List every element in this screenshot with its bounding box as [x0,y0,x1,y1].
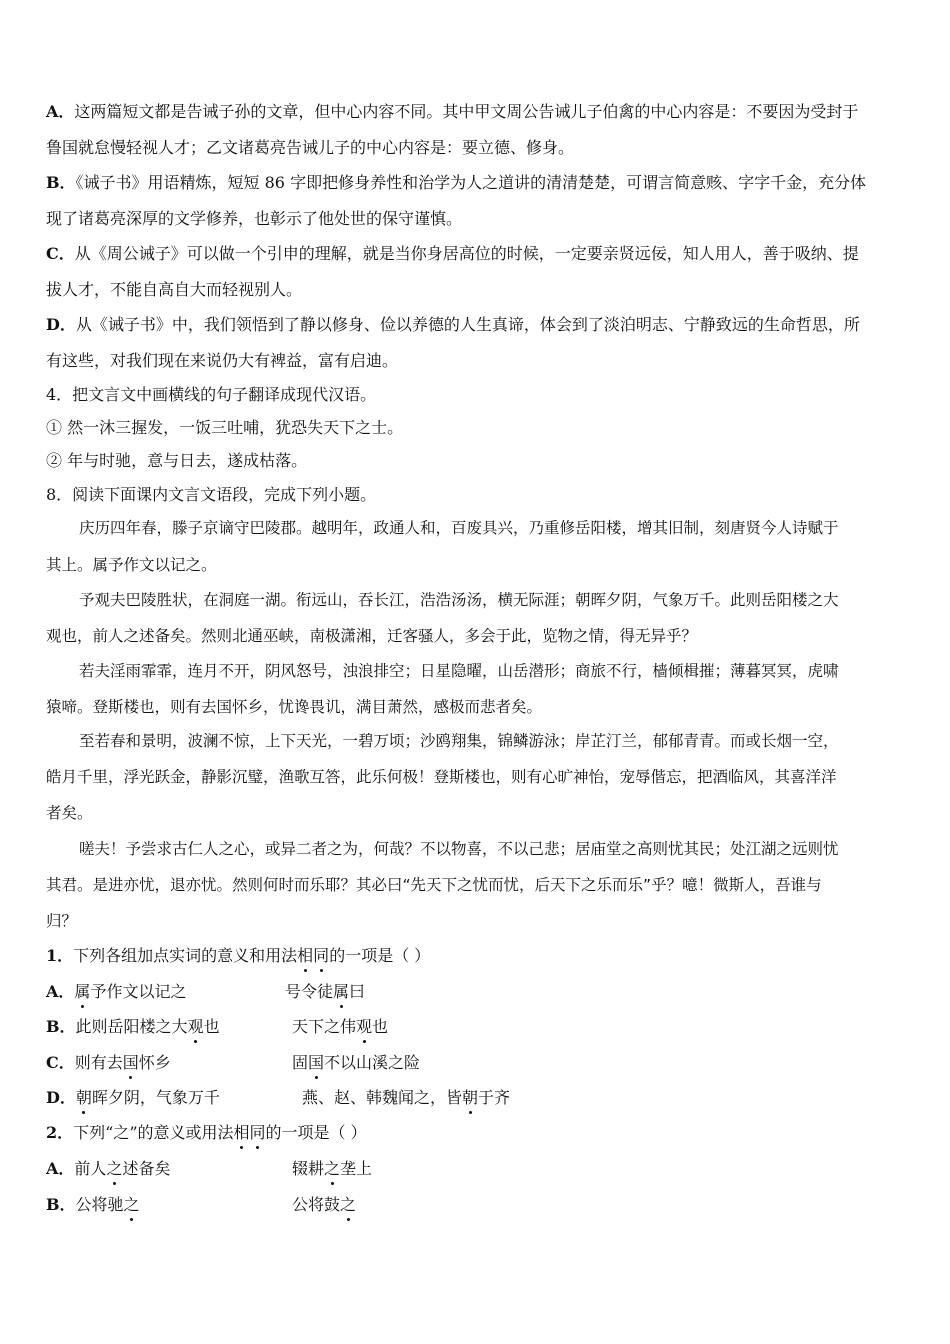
option-label: A． [46,1159,75,1178]
option-label: D． [46,315,76,334]
subquestion-1-option-c [46,1052,906,1074]
option-label: A． [46,102,75,121]
option-label: C． [46,1053,75,1072]
stem-text: 下列“之”的意义或用法 [73,1123,234,1142]
passage-p5-line1: 嗟夫！予尝求古仁人之心，或异二者之为，何哉？不以物喜，不以己悲；居庙堂之高则忧其民；处江湖之远则忧 [79,840,839,858]
option-label: B． [46,173,76,192]
option-right-text: 不以山溪之险 [324,1053,421,1072]
dotted-char: 之 [340,1195,357,1214]
option-right-text: 固 [292,1053,309,1072]
stem-text: 的一项是（ ） [329,946,431,965]
option-right-text: 辍耕 [292,1159,325,1178]
option-d-line2: 有这些，对我们现在来说仍大有裨益，富有启迪。 [46,351,399,370]
dotted-char: 朝 [75,1088,92,1107]
passage-p1-line1: 庆历四年春，滕子京谪守巴陵郡。越明年，政通人和，百废具兴，乃重修岳阳楼，增其旧制，刻唐贤今人诗赋于 [79,519,839,537]
option-label: C． [46,244,75,263]
option-right [285,981,365,1003]
subquestion-2-stem [46,1122,906,1144]
option-b-line1 [46,172,906,194]
option-left-text: 此则岳阳楼之大 [75,1017,188,1036]
question-4-item-1: ① 然一沐三握发，一饭三吐哺，犹恐失天下之士。 [46,418,404,437]
option-b-line2: 现了诸葛亮深厚的文学修养，也彰示了他处世的保守谨慎。 [46,209,463,228]
dotted-char: 朝 [462,1088,479,1107]
option-text: 从《周公诫子》可以做一个引申的理解，就是当你身居高位的时候，一定要亲贤远佞，知人用人，善于吸纳、提 [74,244,859,263]
option-right-text: 曰 [349,982,366,1001]
subquestion-number: 2． [46,1123,74,1142]
subquestion-1-option-d [46,1087,906,1109]
dotted-char: 之 [324,1159,341,1178]
dotted-char: 国 [122,1053,139,1072]
passage-p4-line3: 者矣。 [46,804,93,822]
passage-p5-line3: 归？ [46,912,78,930]
option-right-text: 于齐 [478,1088,511,1107]
dotted-char: 观 [187,1017,204,1036]
passage-p2-line2: 观也，前人之述备矣。然则北通巫峡，南极潇湘，迁客骚人，多会于此，览物之情，得无异乎？ [46,627,698,645]
option-left-text: 则有去 [74,1053,123,1072]
option-right [292,1194,356,1216]
dotted-char: 之 [123,1195,140,1214]
passage-p4-line1: 至若春和景明，波澜不惊，上下天光，一碧万顷；沙鸥翔集，锦鳞游泳；岸芷汀兰，郁郁青青。而或长烟一空， [79,732,839,750]
option-d-line1 [46,314,906,336]
dotted-char: 同 [249,1123,266,1142]
subquestion-1-stem [46,945,906,967]
option-c-line2: 拔人才，不能自高自大而轻视别人。 [46,280,303,299]
dotted-char: 观 [356,1017,373,1036]
subquestion-2-option-b [46,1194,906,1216]
option-right [292,1052,420,1074]
option-label: B． [46,1195,76,1214]
option-left-text: 前人 [74,1159,107,1178]
passage-p3-line1: 若夫淫雨霏霏，连月不开，阴风怒号，浊浪排空；日星隐曜，山岳潜形；商旅不行，樯倾楫摧；薄暮冥冥，虎啸 [79,662,839,680]
option-right-text: 燕、赵、韩魏闻之，皆 [302,1088,463,1107]
option-text: 《诫子书》用语精炼，短短 86 字即把修身养性和治学为人之道讲的清清楚楚，可谓言简意赅、字字千金，充分体 [75,173,867,192]
passage-p4-line2: 皓月千里，浮光跃金，静影沉璧，渔歌互答，此乐何极！登斯楼也，则有心旷神怡，宠辱偕忘，把酒临风，其喜洋洋 [46,768,837,786]
passage-p1-line2: 其上。属予作文以记之。 [46,556,217,574]
option-right [292,1158,372,1180]
option-left-text: 也 [203,1017,220,1036]
passage-p3-line2: 猿啼。登斯楼也，则有去国怀乡，忧谗畏讥，满目萧然，感极而悲者矣。 [46,698,543,716]
option-right-text: 垄上 [340,1159,373,1178]
stem-text: 下列各组加点实词的意义和用法 [73,946,298,965]
option-text: 这两篇短文都是告诫子孙的文章，但中心内容不同。其中甲文周公告诫儿子伯禽的中心内容是：不要因为受封于 [74,102,859,121]
option-right [302,1087,510,1109]
subquestion-1-option-b [46,1016,906,1038]
option-left-text: 怀乡 [138,1053,171,1072]
option-left-text: 晖夕阴，气象万千 [91,1088,220,1107]
option-text: 从《诫子书》中，我们领悟到了静以修身、俭以养德的人生真谛，体会到了淡泊明志、宁静致远的生命哲思，所 [75,315,860,334]
option-right-text: 也 [372,1017,389,1036]
option-right-text: 公将鼓 [292,1195,341,1214]
stem-text: 的一项是（ ） [265,1123,367,1142]
option-a-line1 [46,101,906,123]
subquestion-1-option-a [46,981,906,1003]
passage-p5-line2: 其君。是进亦忧，退亦忧。然则何时而乐耶？其必曰“先天下之忧而忧，后天下之乐而乐”乎？噫！微斯人，吾谁与 [46,876,822,894]
option-label: D． [46,1088,76,1107]
question-4-title: 4．把文言文中画横线的句子翻译成现代汉语。 [46,385,377,404]
subquestion-number: 1． [46,946,74,965]
passage-p2-line1: 予观夫巴陵胜状，在洞庭一湖。衔远山，吞长江，浩浩汤汤，横无际涯；朝晖夕阴，气象万千。此则岳阳楼之大 [79,591,839,609]
option-right [292,1016,388,1038]
dotted-char: 相 [297,946,314,965]
option-left-text: 予作文以记之 [90,982,187,1001]
subquestion-2-option-a [46,1158,906,1180]
option-c-line1 [46,243,906,265]
option-label: A． [46,982,75,1001]
option-right-text: 天下之伟 [292,1017,357,1036]
dotted-char: 国 [308,1053,325,1072]
option-left-text: 述备矣 [122,1159,171,1178]
dotted-char: 之 [106,1159,123,1178]
option-left-text: 公将驰 [75,1195,124,1214]
option-a-line2: 鲁国就怠慢轻视人才；乙文诸葛亮告诫儿子的中心内容是：要立德、修身。 [46,138,575,157]
option-right-text: 号令徒 [285,982,334,1001]
dotted-char: 相 [233,1123,250,1142]
dotted-char: 属 [74,982,91,1001]
dotted-char: 同 [313,946,330,965]
dotted-char: 属 [333,982,350,1001]
question-4-item-2: ② 年与时驰，意与日去，遂成枯落。 [46,451,308,470]
option-label: B． [46,1017,76,1036]
question-8-title: 8．阅读下面课内文言文语段，完成下列小题。 [46,485,377,504]
